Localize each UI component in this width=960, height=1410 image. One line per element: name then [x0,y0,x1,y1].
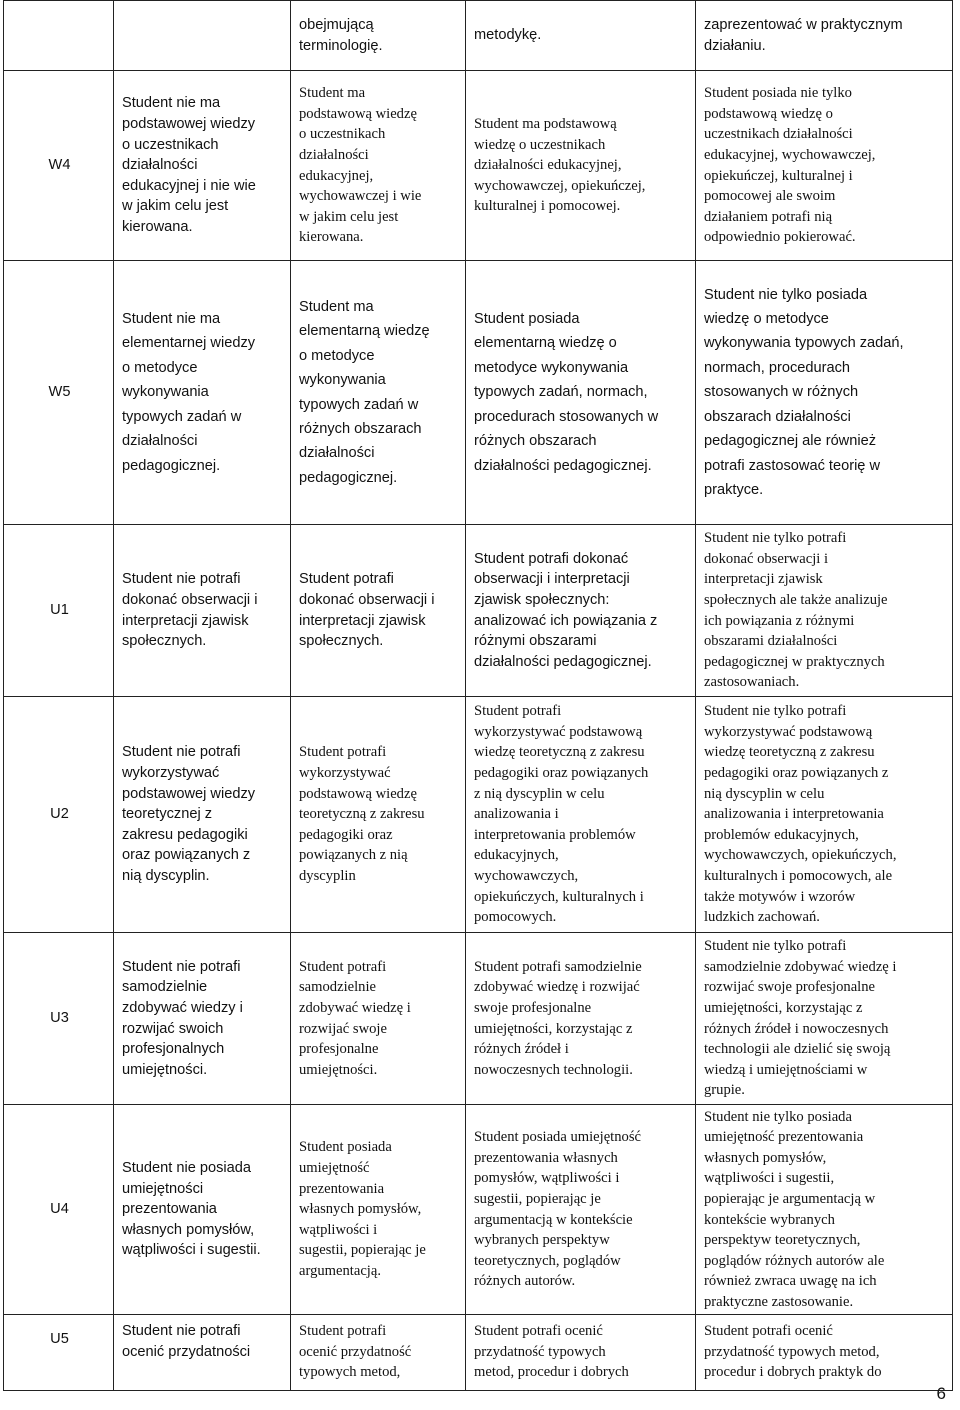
cell-text: Student nie posiada umiejętności prezentowania własnych pomysłów, wątpliwości i sugestii. [122,1160,261,1259]
cell-text: Student nie potrafi ocenić przydatności [122,1323,251,1360]
grade-cell-col3 [696,1315,953,1391]
grade-cell-col2 [466,933,696,1105]
grade-cell-col3 [696,697,953,933]
grade-cell-col0 [114,525,291,697]
grade-cell-col0 [114,1,291,71]
cell-text: Student nie tylko posiada wiedzę o metodyce wykonywania typowych zadań, normach, procedurach stosowanych w różnych obszarach działalności pedagogicznej ale również potrafi zastosować teorię w praktyce. [704,286,904,498]
table-row-u4 [4,1105,953,1315]
cell-text: Student nie potrafi samodzielnie zdobywać wiedzy i rozwijać swoich profesjonalnych umiejętności. [122,958,243,1078]
cell-text: Student potrafi wykorzystywać podstawową wiedzę teoretyczną z zakresu pedagogiki oraz powiązanych z nią dyscyplin [299,744,425,884]
grade-cell-col0 [114,71,291,261]
grade-cell-col1 [291,71,466,261]
table-row-continuation [4,1,953,71]
grade-cell-col3 [696,71,953,261]
grade-cell-col0 [114,261,291,525]
grade-cell-col1 [291,933,466,1105]
table-row-u3 [4,933,953,1105]
page-number: 6 [936,1384,946,1403]
cell-text: Student nie ma podstawowej wiedzy o uczestnikach działalności edukacyjnej i nie wie w jakim celu jest kierowana. [122,95,256,235]
grade-cell-col1 [291,1,466,71]
grade-cell-col3 [696,933,953,1105]
cell-text: Student potrafi dokonać obserwacji i interpretacji zjawisk społecznych. [299,571,435,650]
grade-cell-col3 [696,1,953,71]
grade-cell-col0 [114,1315,291,1391]
grade-cell-col0 [114,1105,291,1315]
grade-cell-col2 [466,1105,696,1315]
grade-cell-col1 [291,525,466,697]
cell-text: obejmującą terminologię. [299,16,383,54]
table-row-u5 [4,1315,953,1391]
cell-text: Student nie ma elementarnej wiedzy o metodyce wykonywania typowych zadań w działalności pedagogicznej. [122,311,256,474]
cell-text: Student potrafi samodzielnie zdobywać wiedzę i rozwijać swoje profesjonalne umiejętności. [299,958,411,1078]
grade-cell-col2 [466,697,696,933]
cell-text: Student nie potrafi wykorzystywać podstawowej wiedzy teoretycznej z zakresu pedagogiki oraz powiązanych z nią dyscyplin. [122,744,256,884]
row-code-cell: U3 [4,933,114,1105]
table-row-w5 [4,261,953,525]
grade-cell-col1 [291,1105,466,1315]
cell-text: Student nie potrafi dokonać obserwacji i interpretacji zjawisk społecznych. [122,571,258,650]
cell-text: Student potrafi ocenić przydatność typowych metod, [299,1323,412,1381]
grade-cell-col3 [696,525,953,697]
grade-cell-col2 [466,525,696,697]
cell-text: zaprezentować w praktycznym działaniu. [704,16,903,54]
grade-cell-col2 [466,71,696,261]
cell-text: Student nie tylko posiada umiejętność prezentowania własnych pomysłów, wątpliwości i sugestii, popierając je argumentacją w kontekście wybranych perspektyw teoretycznych, poglądów różnych autorów ale również zwraca uwagę na ich praktyczne zastosowanie. [704,1108,885,1310]
cell-text: Student nie tylko potrafi wykorzystywać podstawową wiedzę teoretyczną z zakresu pedagogiki oraz powiązanych z nią dyscyplin w celu analizowania i interpretowania problemów edukacyjnych, wychowawczych, opiekuńczych, kulturalnych i pomocowych, ale także motywów i wzorów ludzkich zachowań. [704,703,897,926]
cell-text: Student potrafi samodzielnie zdobywać wiedzę i rozwijać swoje profesjonalne umiejętności, korzystając z różnych źródeł i nowoczesnych technologii. [474,958,642,1078]
grade-cell-col1 [291,1315,466,1391]
cell-text: Student posiada elementarną wiedzę o metodyce wykonywania typowych zadań, normach, procedurach stosowanych w różnych obszarach działalności pedagogicznej. [474,311,659,474]
grade-cell-col3 [696,1105,953,1315]
row-code-cell [4,1,114,71]
cell-text: Student potrafi wykorzystywać podstawową wiedzę teoretyczną z zakresu pedagogiki oraz powiązanych z nią dyscyplin w celu analizowania i interpretowania problemów edukacyjnych, wychowawczych, opiekuńczych, kulturalnych i pomocowych. [474,703,649,926]
cell-text: Student posiada nie tylko podstawową wiedzę o uczestnikach działalności edukacyjnej, wychowawczej, opiekuńczej, kulturalnej i pomocowej ale swoim działaniem potrafi nią odpowiednio pokierować. [704,85,876,246]
grade-cell-col3 [696,261,953,525]
grade-cell-col2 [466,1,696,71]
cell-text: Student nie tylko potrafi dokonać obserwacji i interpretacji zjawisk społecznych ale także analizuje ich powiązania z różnymi obszarami działalności pedagogicznej w praktycznych zastosowaniach. [704,530,888,691]
grade-cell-col0 [114,697,291,933]
cell-text: Student posiada umiejętność prezentowania własnych pomysłów, wątpliwości i sugestii, popierając je argumentacją. [299,1139,426,1279]
row-code-cell: W5 [4,261,114,525]
grade-cell-col0 [114,933,291,1105]
table-row-w4 [4,71,953,261]
row-code-cell: U1 [4,525,114,697]
cell-text: Student potrafi ocenić przydatność typowych metod, procedur i dobrych praktyk do [704,1323,882,1381]
row-code-cell: W4 [4,71,114,261]
grade-cell-col1 [291,261,466,525]
row-code-cell: U5 [4,1315,114,1391]
cell-text: Student ma podstawową wiedzę o uczestnikach działalności edukacyjnej, wychowawczej, opiekuńczej, kulturalnej i pomocowej. [474,116,646,215]
cell-text: Student nie tylko potrafi samodzielnie zdobywać wiedzę i rozwijać swoje profesjonalne umiejętności, korzystając z różnych źródeł i nowoczesnych technologii ale dzielić się swoją wiedzą i umiejętnościami w grupie. [704,938,897,1099]
grade-cell-col2 [466,1315,696,1391]
row-code-cell: U2 [4,697,114,933]
cell-text: Student potrafi ocenić przydatność typowych metod, procedur i dobrych [474,1323,629,1381]
cell-text: Student ma elementarną wiedzę o metodyce wykonywania typowych zadań w różnych obszarach działalności pedagogicznej. [299,298,430,486]
grade-cell-col1 [291,697,466,933]
cell-text: Student ma podstawową wiedzę o uczestnikach działalności edukacyjnej, wychowawczej i wie w jakim celu jest kierowana. [299,85,422,246]
cell-text: metodykę. [474,27,542,44]
criteria-table [3,0,953,1391]
grade-cell-col2 [466,261,696,525]
cell-text: Student potrafi dokonać obserwacji i interpretacji zjawisk społecznych: analizować ich powiązania z różnymi obszarami działalności pedagogicznej. [474,550,658,670]
table-row-u2 [4,697,953,933]
row-code-cell: U4 [4,1105,114,1315]
table-row-u1 [4,525,953,697]
cell-text: Student posiada umiejętność prezentowania własnych pomysłów, wątpliwości i sugestii, popierając je argumentacją w kontekście wybranych perspektyw teoretycznych, poglądów różnych autorów. [474,1129,641,1290]
